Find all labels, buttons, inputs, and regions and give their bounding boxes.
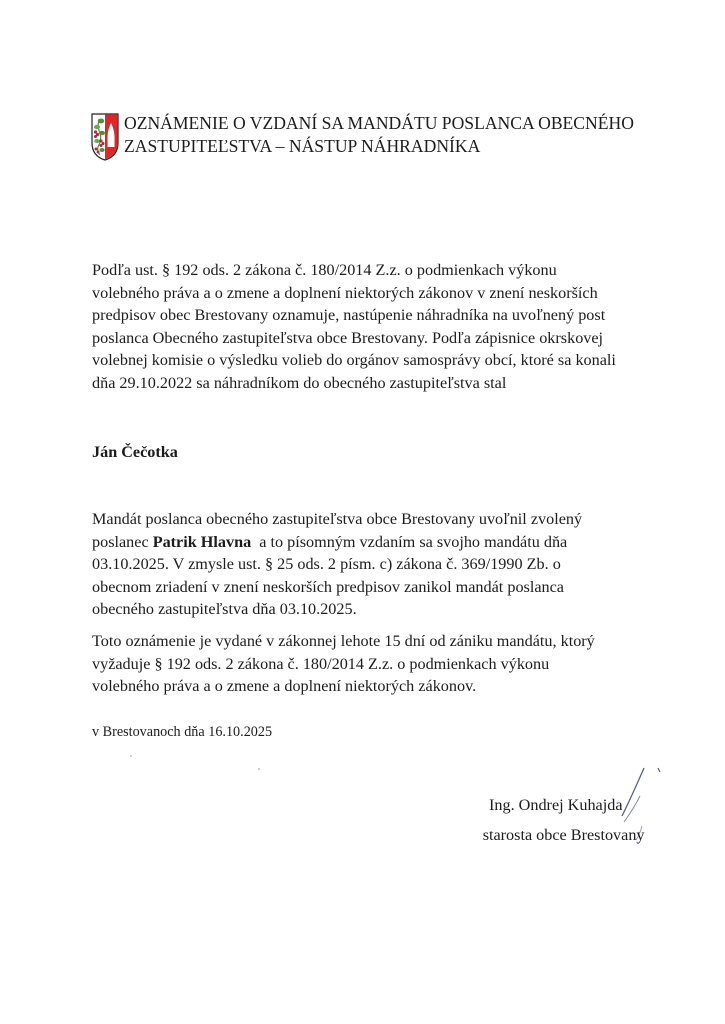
- paragraph-line: predpisov obec Brestovany oznamuje, nastúpenie náhradníka na uvoľnený post: [92, 306, 606, 324]
- signatory-role: starosta obce Brestovany: [482, 826, 645, 844]
- paragraph-line: Podľa ust. § 192 ods. 2 zákona č. 180/2014 Z.z. o podmienkach výkonu: [92, 261, 557, 279]
- resigned-deputy-name: Patrik Hlavna: [152, 532, 252, 551]
- mandate-paragraph: [92, 508, 672, 621]
- paragraph-line: obecného zastupiteľstva dňa 03.10.2025.: [92, 600, 357, 618]
- coat-of-arms-icon: [91, 113, 119, 161]
- text-segment: a to písomným vzdaním sa svojho mandátu dňa: [251, 532, 568, 551]
- paragraph-line: volebnej komisie o výsledku volieb do orgánov samosprávy obcí, ktoré sa konali: [92, 351, 616, 369]
- title-line-1: OZNÁMENIE O VZDANÍ SA MANDÁTU POSLANCA OBECNÉHO: [124, 113, 634, 133]
- substitute-name: Ján Čečotka: [92, 443, 178, 461]
- signatory-name: Ing. Ondrej Kuhajda: [489, 796, 623, 814]
- paragraph-line: volebného práva a o zmene a doplnení niektorých zákonov.: [92, 677, 477, 695]
- paragraph-line: [92, 531, 672, 554]
- legal-deadline-paragraph: [92, 630, 672, 698]
- paragraph-line: dňa 29.10.2022 sa náhradníkom do obecného zastupiteľstva stal: [92, 373, 507, 392]
- document-header: [91, 112, 634, 161]
- scan-speck: [258, 768, 260, 770]
- place-and-date: v Brestovanoch dňa 16.10.2025: [92, 724, 273, 740]
- paragraph-line: poslanca Obecného zastupiteľstva obce Brestovany. Podľa zápisnice okrskovej: [92, 328, 604, 347]
- paragraph-line: 03.10.2025. V zmysle ust. § 25 ods. 2 písm. c) zákona č. 369/1990 Zb. o: [92, 555, 561, 573]
- text-segment: poslanec: [92, 532, 153, 551]
- document-title: [124, 112, 634, 158]
- intro-paragraph: [92, 259, 672, 394]
- paragraph-line: Mandát poslanca obecného zastupiteľstva obce Brestovany uvoľnil zvolený: [92, 510, 583, 528]
- scan-speck: [130, 755, 132, 757]
- paragraph-line: volebného práva a o zmene a doplnení niektorých zákonov v znení neskorších: [92, 283, 598, 302]
- paragraph-line: vyžaduje § 192 ods. 2 zákona č. 180/2014 Z.z. o podmienkach výkonu: [92, 654, 550, 673]
- paragraph-line: Toto oznámenie je vydané v zákonnej lehote 15 dní od zániku mandátu, ktorý: [92, 632, 595, 650]
- signature-block: [482, 790, 645, 850]
- title-line-2: ZASTUPITEĽSTVA – NÁSTUP NÁHRADNÍKA: [124, 136, 481, 156]
- paragraph-line: obecnom zriadení v znení neskorších predpisov zanikol mandát poslanca: [92, 577, 564, 596]
